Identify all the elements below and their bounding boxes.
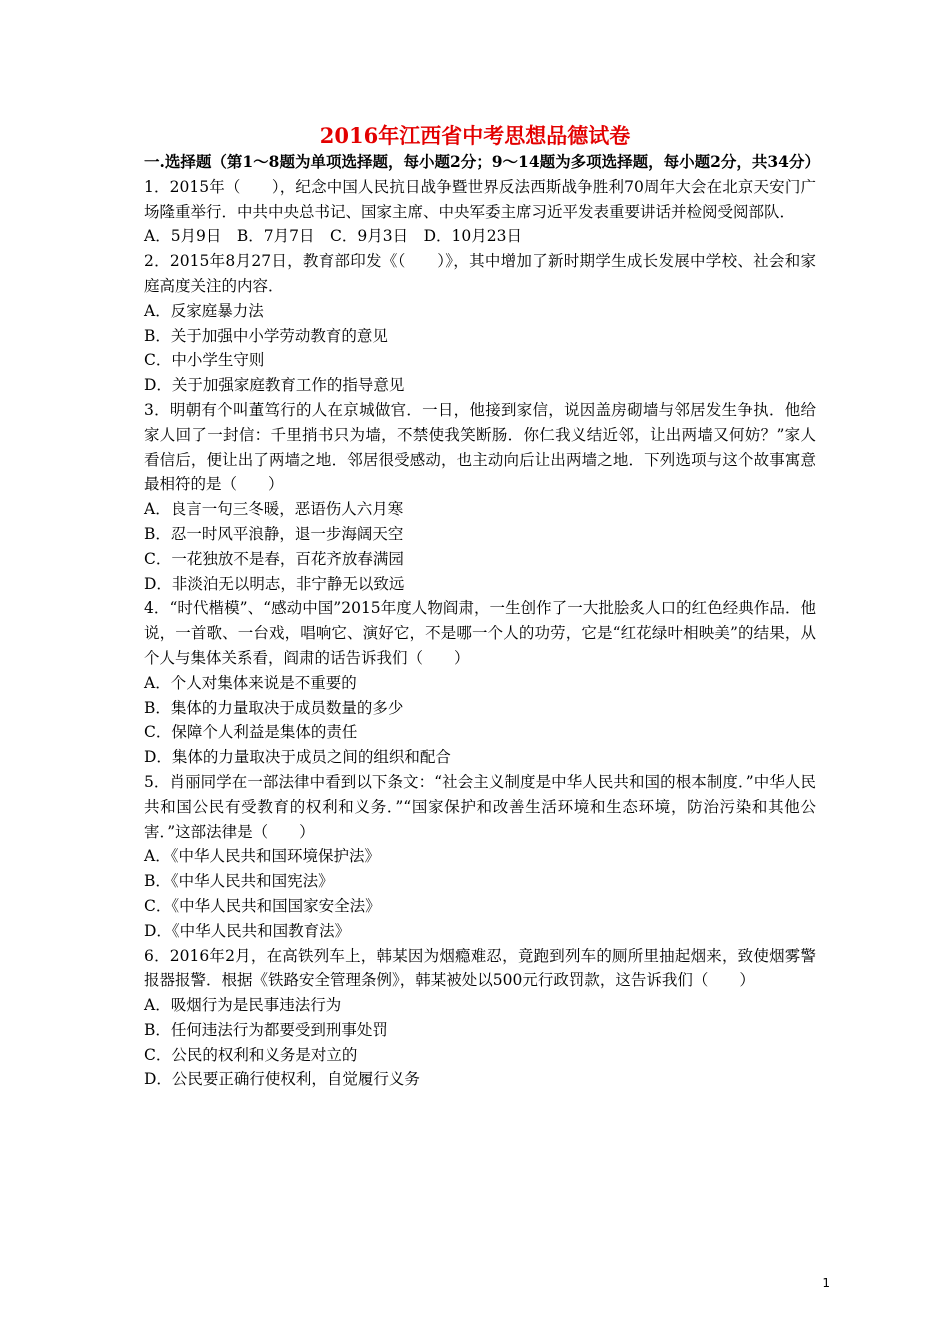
question-3 [144, 398, 816, 596]
question-options-inline: A．5月9日 B．7月7日 C．9月3日 D．10月23日 [144, 227, 522, 246]
option-a: A．反家庭暴力法 [144, 301, 264, 320]
option-d: D．公民要正确行使权利，自觉履行义务 [144, 1070, 420, 1089]
question-stem: 2．2015年8月27日，教育部印发《（ ）》，其中增加了新时期学生成长发展中学校、社会和家庭高度关注的内容． [144, 252, 816, 295]
question-stem: 5．肖丽同学在一部法律中看到以下条文：“社会主义制度是中华人民共和国的根本制度．”中华人民共和国公民有受教育的权利和义务．”“国家保护和改善生活环境和生态环境，防治污染和其他公害．”这部法律是（ ） [144, 772, 816, 841]
option-c: C．一花独放不是春，百花齐放春满园 [144, 549, 404, 568]
option-d: D．集体的力量取决于成员之间的组织和配合 [144, 748, 451, 767]
option-b: B．集体的力量取决于成员数量的多少 [144, 698, 404, 717]
question-5 [144, 770, 816, 944]
question-2 [144, 249, 816, 398]
page-title: 2016年江西省中考思想品德试卷 [319, 123, 631, 148]
option-b: B．任何违法行为都要受到刑事处罚 [144, 1020, 388, 1039]
option-d: D．关于加强家庭教育工作的指导意见 [144, 376, 405, 395]
option-a: A．《中华人民共和国环境保护法》 [144, 847, 380, 866]
option-a: A．吸烟行为是民事违法行为 [144, 996, 342, 1015]
option-d: D．非淡泊无以明志，非宁静无以致远 [144, 574, 405, 593]
question-1 [144, 175, 816, 249]
option-c: C．保障个人利益是集体的责任 [144, 723, 358, 742]
exam-content [144, 150, 820, 1092]
option-c: C．《中华人民共和国国家安全法》 [144, 896, 381, 915]
section-heading: 一.选择题（第1～8题为单项选择题，每小题2分；9～14题为多项选择题，每小题2分，共34分） [144, 152, 820, 171]
option-b: B．忍一时风平浪静，退一步海阔天空 [144, 524, 404, 543]
option-a: A．良言一句三冬暖，恶语伤人六月寒 [144, 500, 404, 519]
page-number: 1 [822, 1276, 830, 1290]
question-6 [144, 944, 816, 1093]
question-stem: 1．2015年（ ），纪念中国人民抗日战争暨世界反法西斯战争胜利70周年大会在北京天安门广场隆重举行．中共中央总书记、国家主席、中央军委主席习近平发表重要讲话并检阅受阅部队． [144, 177, 816, 221]
question-stem: 3．明朝有个叫董笃行的人在京城做官．一日，他接到家信，说因盖房砌墙与邻居发生争执．他给家人回了一封信：千里捎书只为墙，不禁使我笑断肠．你仁我义结近邻，让出两墙又何妨？”家人看信后，便让出了两墙之地．邻居很受感动，也主动向后让出两墙之地．下列选项与这个故事寓意最相符的是（ ） [144, 400, 816, 494]
question-stem: 4．“时代楷模”、“感动中国”2015年度人物阎肃，一生创作了一大批脍炙人口的红色经典作品．他说，一首歌、一台戏，唱响它、演好它，不是哪一个人的功劳，它是“红花绿叶相映美”的结果，从个人与集体关系看，阎肃的话告诉我们（ ） [144, 599, 816, 667]
option-b: B．《中华人民共和国宪法》 [144, 872, 334, 891]
option-c: C．中小学生守则 [144, 351, 265, 370]
option-c: C．公民的权利和义务是对立的 [144, 1045, 358, 1064]
question-stem: 6．2016年2月，在高铁列车上，韩某因为烟瘾难忍，竟跑到列车的厕所里抽起烟来，致使烟雾警报器报警．根据《铁路安全管理条例》，韩某被处以500元行政罚款，这告诉我们（ ） [144, 946, 816, 990]
option-b: B．关于加强中小学劳动教育的意见 [144, 326, 388, 345]
option-a: A．个人对集体来说是不重要的 [144, 673, 357, 692]
option-d: D．《中华人民共和国教育法》 [144, 921, 351, 940]
question-4 [144, 596, 816, 770]
